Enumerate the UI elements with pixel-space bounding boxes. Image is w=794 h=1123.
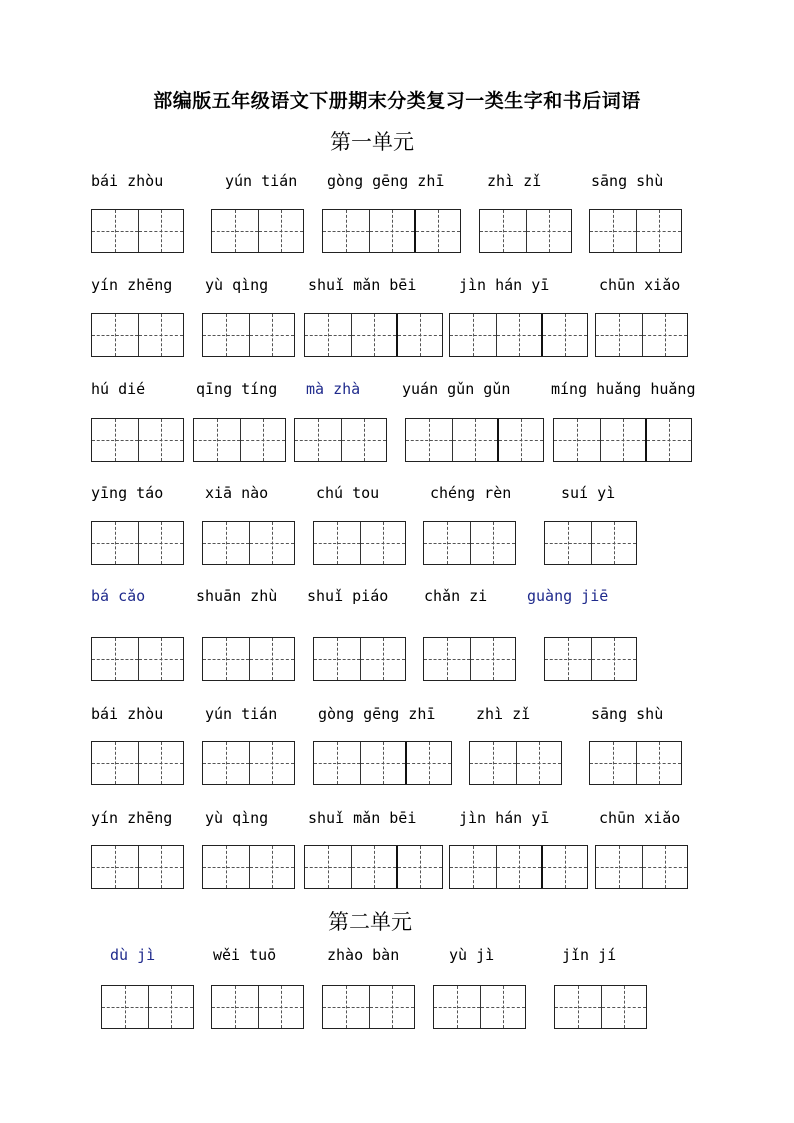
pinyin-label: chéng rèn — [430, 484, 512, 502]
character-grid-group[interactable] — [211, 985, 304, 1029]
tianzige-cell[interactable] — [203, 846, 249, 888]
pinyin-label: shuǐ piáo — [307, 587, 389, 605]
character-grid-group[interactable] — [91, 741, 184, 785]
tianzige-cell[interactable] — [414, 210, 460, 252]
tianzige-cell[interactable] — [406, 419, 452, 461]
character-grid-group[interactable] — [304, 313, 443, 357]
tianzige-cell[interactable] — [194, 419, 240, 461]
pinyin-label: shuǐ mǎn bēi — [308, 809, 417, 827]
tianzige-cell[interactable] — [590, 742, 636, 784]
tianzige-cell[interactable] — [591, 638, 637, 680]
pinyin-label: jǐn jí — [562, 946, 617, 964]
tianzige-cell[interactable] — [596, 314, 642, 356]
pinyin-label: suí yì — [561, 484, 616, 502]
character-grid-group[interactable] — [405, 418, 544, 462]
pinyin-label: sāng shù — [591, 172, 664, 190]
tianzige-cell[interactable] — [138, 742, 184, 784]
character-grid-group[interactable] — [433, 985, 526, 1029]
tianzige-cell[interactable] — [92, 210, 138, 252]
tianzige-cell[interactable] — [470, 742, 516, 784]
pinyin-label: chūn xiǎo — [599, 809, 681, 827]
tianzige-cell[interactable] — [601, 986, 647, 1028]
tianzige-cell[interactable] — [360, 742, 406, 784]
tianzige-cell[interactable] — [341, 419, 387, 461]
character-grid-group[interactable] — [423, 637, 516, 681]
tianzige-cell[interactable] — [470, 522, 516, 564]
pinyin-label: dù jì — [110, 946, 156, 964]
tianzige-cell[interactable] — [314, 638, 360, 680]
tianzige-cell[interactable] — [452, 419, 498, 461]
tianzige-cell[interactable] — [369, 210, 415, 252]
tianzige-cell[interactable] — [212, 986, 258, 1028]
character-grid-group[interactable] — [294, 418, 387, 462]
tianzige-cell[interactable] — [203, 638, 249, 680]
tianzige-cell[interactable] — [480, 210, 526, 252]
character-grid-group[interactable] — [313, 741, 452, 785]
tianzige-cell[interactable] — [541, 846, 587, 888]
page-title: 部编版五年级语文下册期末分类复习一类生字和书后词语 — [153, 90, 641, 112]
tianzige-cell[interactable] — [360, 522, 406, 564]
character-grid-group[interactable] — [589, 209, 682, 253]
character-grid-group[interactable] — [304, 845, 443, 889]
pinyin-label: yún tián — [205, 705, 278, 723]
tianzige-cell[interactable] — [92, 314, 138, 356]
character-grid-group[interactable] — [449, 313, 588, 357]
tianzige-cell[interactable] — [92, 846, 138, 888]
character-grid-group[interactable] — [553, 418, 692, 462]
character-grid-group[interactable] — [469, 741, 562, 785]
tianzige-cell[interactable] — [323, 986, 369, 1028]
tianzige-cell[interactable] — [545, 522, 591, 564]
character-grid-group[interactable] — [554, 985, 647, 1029]
pinyin-label: qīng tíng — [196, 380, 278, 398]
tianzige-cell[interactable] — [249, 638, 295, 680]
tianzige-cell[interactable] — [258, 986, 304, 1028]
tianzige-cell[interactable] — [351, 314, 397, 356]
tianzige-cell[interactable] — [92, 742, 138, 784]
tianzige-cell[interactable] — [92, 638, 138, 680]
tianzige-cell[interactable] — [102, 986, 148, 1028]
pinyin-label: yín zhēng — [91, 809, 173, 827]
character-grid-group[interactable] — [193, 418, 286, 462]
pinyin-label: zhì zǐ — [476, 705, 531, 723]
tianzige-cell[interactable] — [138, 522, 184, 564]
tianzige-cell[interactable] — [369, 986, 415, 1028]
tianzige-cell[interactable] — [351, 846, 397, 888]
pinyin-label: sāng shù — [591, 705, 664, 723]
character-grid-group[interactable] — [322, 209, 461, 253]
tianzige-cell[interactable] — [148, 986, 194, 1028]
tianzige-cell[interactable] — [450, 846, 496, 888]
tianzige-cell[interactable] — [138, 210, 184, 252]
tianzige-cell[interactable] — [305, 314, 351, 356]
tianzige-cell[interactable] — [92, 419, 138, 461]
character-grid-group[interactable] — [91, 313, 184, 357]
pinyin-label: yín zhēng — [91, 276, 173, 294]
pinyin-label: guàng jiē — [527, 587, 609, 605]
pinyin-label: chú tou — [316, 484, 380, 502]
tianzige-cell[interactable] — [554, 419, 600, 461]
character-grid-group[interactable] — [202, 741, 295, 785]
character-grid-group[interactable] — [322, 985, 415, 1029]
pinyin-label: yuán gǔn gǔn — [402, 380, 511, 398]
character-grid-group[interactable] — [595, 313, 688, 357]
tianzige-cell[interactable] — [249, 314, 295, 356]
tianzige-cell[interactable] — [249, 846, 295, 888]
tianzige-cell[interactable] — [212, 210, 258, 252]
tianzige-cell[interactable] — [138, 638, 184, 680]
pinyin-label: yù qìng — [205, 276, 269, 294]
character-grid-group[interactable] — [202, 845, 295, 889]
tianzige-cell[interactable] — [203, 522, 249, 564]
pinyin-label: chǎn zi — [424, 587, 488, 605]
pinyin-label: jìn hán yī — [459, 809, 550, 827]
tianzige-cell[interactable] — [636, 742, 682, 784]
character-grid-group[interactable] — [202, 313, 295, 357]
character-grid-group[interactable] — [313, 637, 406, 681]
tianzige-cell[interactable] — [591, 522, 637, 564]
character-grid-group[interactable] — [101, 985, 194, 1029]
tianzige-cell[interactable] — [434, 986, 480, 1028]
tianzige-cell[interactable] — [396, 846, 442, 888]
pinyin-label: wěi tuō — [213, 946, 277, 964]
unit-heading: 第一单元 — [330, 130, 414, 154]
character-grid-group[interactable] — [423, 521, 516, 565]
pinyin-label: yún tián — [225, 172, 298, 190]
tianzige-cell[interactable] — [541, 314, 587, 356]
tianzige-cell[interactable] — [642, 314, 688, 356]
pinyin-label: yīng táo — [91, 484, 164, 502]
character-grid-group[interactable] — [544, 637, 637, 681]
pinyin-label: zhào bàn — [327, 946, 400, 964]
tianzige-cell[interactable] — [405, 742, 451, 784]
pinyin-label: bá cǎo — [91, 587, 146, 605]
unit-heading: 第二单元 — [328, 910, 412, 934]
pinyin-label: xiā nào — [205, 484, 269, 502]
character-grid-group[interactable] — [91, 637, 184, 681]
character-grid-group[interactable] — [479, 209, 572, 253]
pinyin-label: gòng gēng zhī — [327, 172, 445, 190]
pinyin-label: chūn xiǎo — [599, 276, 681, 294]
pinyin-label: bái zhòu — [91, 172, 164, 190]
tianzige-cell[interactable] — [600, 419, 646, 461]
character-grid-group[interactable] — [91, 845, 184, 889]
tianzige-cell[interactable] — [203, 742, 249, 784]
pinyin-label: bái zhòu — [91, 705, 164, 723]
character-grid-group[interactable] — [91, 521, 184, 565]
pinyin-label: yù jì — [449, 946, 495, 964]
pinyin-label: shuān zhù — [196, 587, 278, 605]
tianzige-cell[interactable] — [636, 210, 682, 252]
tianzige-cell[interactable] — [92, 522, 138, 564]
tianzige-cell[interactable] — [323, 210, 369, 252]
pinyin-label: mà zhà — [306, 380, 361, 398]
tianzige-cell[interactable] — [240, 419, 286, 461]
tianzige-cell[interactable] — [496, 846, 542, 888]
tianzige-cell[interactable] — [203, 314, 249, 356]
pinyin-label: yù qìng — [205, 809, 269, 827]
pinyin-label: jìn hán yī — [459, 276, 550, 294]
character-grid-group[interactable] — [202, 637, 295, 681]
tianzige-cell[interactable] — [470, 638, 516, 680]
tianzige-cell[interactable] — [545, 638, 591, 680]
tianzige-cell[interactable] — [314, 522, 360, 564]
pinyin-label: shuǐ mǎn bēi — [308, 276, 417, 294]
pinyin-label: zhì zǐ — [487, 172, 542, 190]
pinyin-label: míng huǎng huǎng — [551, 380, 696, 398]
character-grid-group[interactable] — [595, 845, 688, 889]
tianzige-cell[interactable] — [249, 522, 295, 564]
tianzige-cell[interactable] — [396, 314, 442, 356]
tianzige-cell[interactable] — [526, 210, 572, 252]
tianzige-cell[interactable] — [555, 986, 601, 1028]
tianzige-cell[interactable] — [497, 419, 543, 461]
character-grid-group[interactable] — [211, 209, 304, 253]
character-grid-group[interactable] — [589, 741, 682, 785]
pinyin-label: hú dié — [91, 380, 146, 398]
tianzige-cell[interactable] — [516, 742, 562, 784]
tianzige-cell[interactable] — [596, 846, 642, 888]
tianzige-cell[interactable] — [360, 638, 406, 680]
tianzige-cell[interactable] — [295, 419, 341, 461]
character-grid-group[interactable] — [449, 845, 588, 889]
character-grid-group[interactable] — [544, 521, 637, 565]
tianzige-cell[interactable] — [450, 314, 496, 356]
character-grid-group[interactable] — [313, 521, 406, 565]
tianzige-cell[interactable] — [424, 522, 470, 564]
tianzige-cell[interactable] — [138, 846, 184, 888]
tianzige-cell[interactable] — [258, 210, 304, 252]
character-grid-group[interactable] — [202, 521, 295, 565]
pinyin-label: gòng gēng zhī — [318, 705, 436, 723]
character-grid-group[interactable] — [91, 418, 184, 462]
tianzige-cell[interactable] — [138, 419, 184, 461]
tianzige-cell[interactable] — [305, 846, 351, 888]
tianzige-cell[interactable] — [249, 742, 295, 784]
tianzige-cell[interactable] — [496, 314, 542, 356]
tianzige-cell[interactable] — [480, 986, 526, 1028]
tianzige-cell[interactable] — [642, 846, 688, 888]
character-grid-group[interactable] — [91, 209, 184, 253]
tianzige-cell[interactable] — [645, 419, 691, 461]
tianzige-cell[interactable] — [424, 638, 470, 680]
tianzige-cell[interactable] — [314, 742, 360, 784]
tianzige-cell[interactable] — [138, 314, 184, 356]
tianzige-cell[interactable] — [590, 210, 636, 252]
